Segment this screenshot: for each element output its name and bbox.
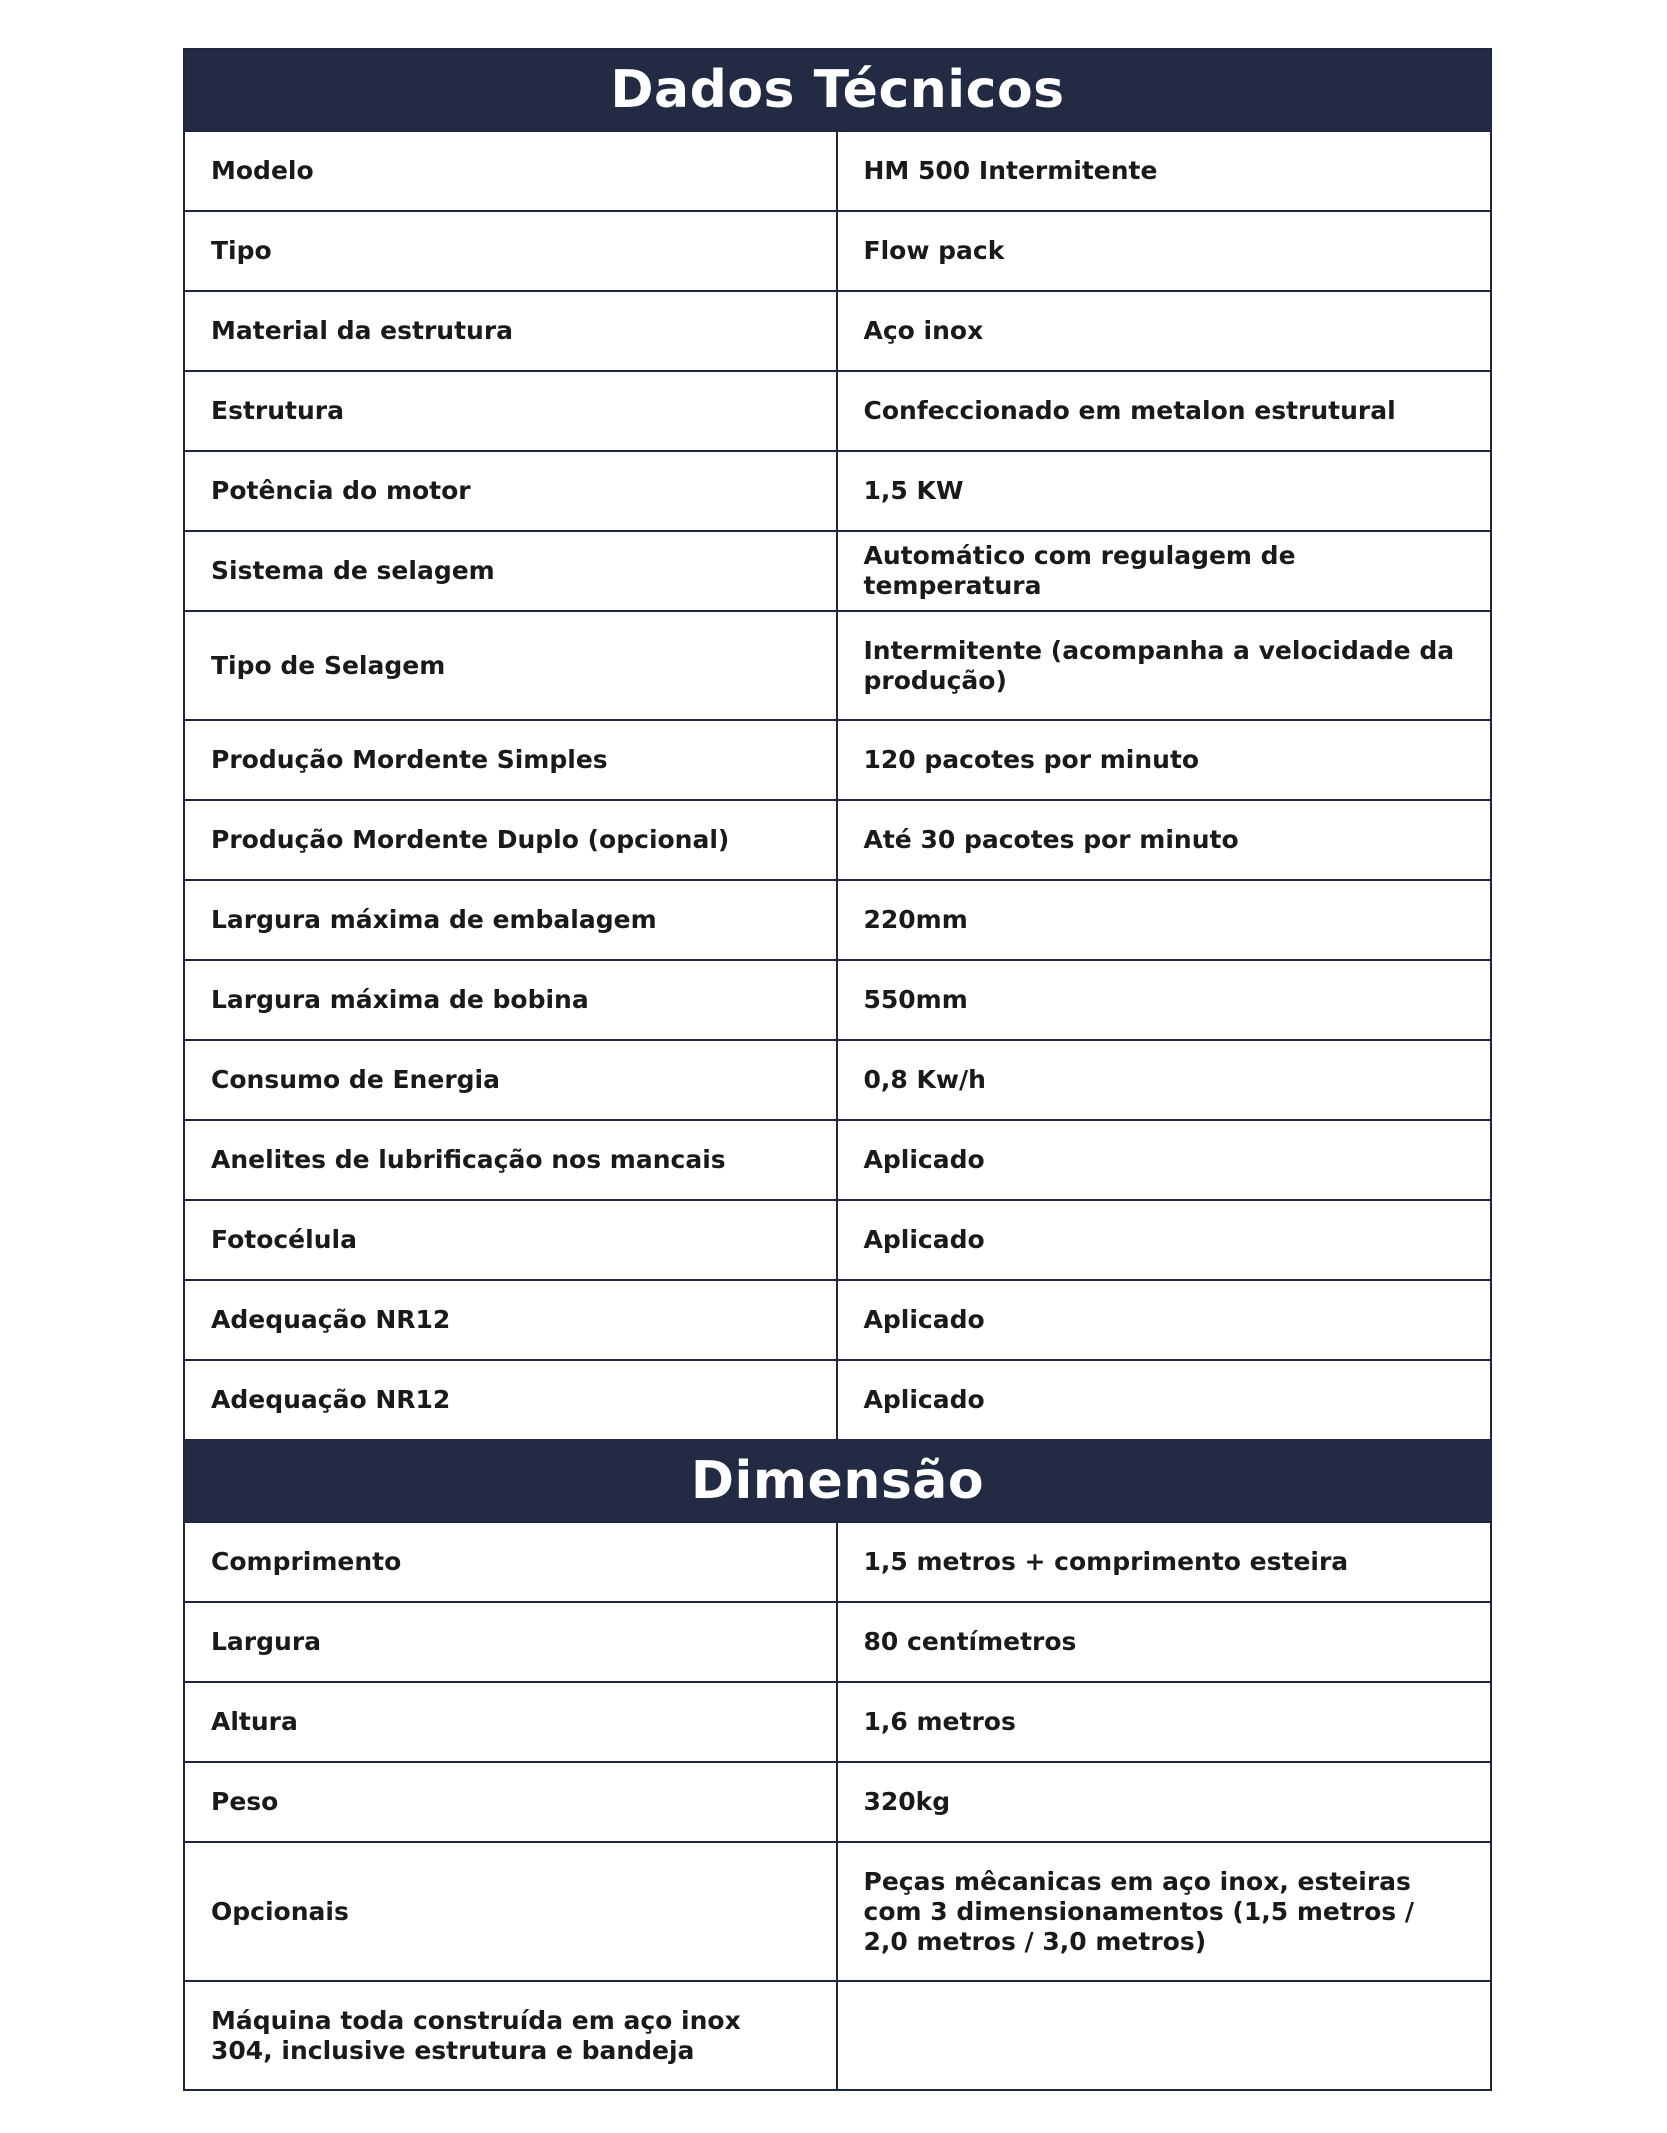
spec-value: Até 30 pacotes por minuto	[863, 825, 1239, 854]
table-row	[185, 1603, 1490, 1683]
spec-label: Material da estrutura	[185, 292, 838, 370]
spec-label: Máquina toda construída em aço inox 304, inclusive estrutura e bandeja	[185, 1982, 838, 2089]
table-row	[185, 1683, 1490, 1763]
spec-value: Aplicado	[863, 1225, 985, 1254]
spec-label: Estrutura	[185, 372, 838, 450]
spec-value: 80 centímetros	[863, 1627, 1077, 1656]
table-row	[185, 212, 1490, 292]
section-title-dimension: Dimensão	[185, 1441, 1490, 1523]
table-row	[185, 292, 1490, 372]
spec-label: Tipo de Selagem	[185, 612, 838, 719]
table-row	[185, 1361, 1490, 1441]
spec-value: 220mm	[863, 905, 968, 934]
table-row	[185, 532, 1490, 612]
spec-value: 120 pacotes por minuto	[863, 745, 1200, 774]
spec-label: Peso	[185, 1763, 838, 1841]
table-row	[185, 1041, 1490, 1121]
table-row	[185, 372, 1490, 452]
spec-value: Confeccionado em metalon estrutural	[863, 396, 1396, 425]
spec-label: Largura	[185, 1603, 838, 1681]
spec-label: Anelites de lubrificação nos mancais	[185, 1121, 838, 1199]
table-row	[185, 612, 1490, 721]
spec-value: 1,5 KW	[863, 476, 964, 505]
table-row	[185, 801, 1490, 881]
spec-value: 550mm	[863, 985, 968, 1014]
spec-value: Intermitente (acompanha a velocidade da produção)	[863, 635, 1455, 695]
table-row	[185, 1763, 1490, 1843]
table-row	[185, 961, 1490, 1041]
spec-label: Largura máxima de embalagem	[185, 881, 838, 959]
section-title-tech: Dados Técnicos	[185, 50, 1490, 132]
spec-value: Aplicado	[863, 1305, 985, 1334]
spec-value: 320kg	[863, 1787, 951, 1816]
spec-label: Produção Mordente Duplo (opcional)	[185, 801, 838, 879]
spec-label: Tipo	[185, 212, 838, 290]
spec-value: Automático com regulagem de temperatura	[863, 541, 1296, 600]
table-row	[185, 1523, 1490, 1603]
table-row	[185, 1281, 1490, 1361]
spec-sheet	[183, 48, 1492, 2091]
spec-value	[838, 1982, 1491, 2089]
spec-value: Aplicado	[863, 1385, 985, 1414]
spec-label: Modelo	[185, 132, 838, 210]
spec-label: Largura máxima de bobina	[185, 961, 838, 1039]
spec-value: Flow pack	[863, 236, 1005, 265]
spec-value: Aço inox	[863, 316, 984, 345]
table-row	[185, 1121, 1490, 1201]
table-row	[185, 452, 1490, 532]
spec-label: Adequação NR12	[185, 1361, 838, 1439]
table-row	[185, 881, 1490, 961]
spec-value: Peças mêcanicas em aço inox, esteiras com 3 dimensionamentos (1,5 metros / 2,0 metros / 3,0 metros)	[863, 1866, 1415, 1956]
spec-label: Fotocélula	[185, 1201, 838, 1279]
spec-label: Altura	[185, 1683, 838, 1761]
spec-value: Aplicado	[863, 1145, 985, 1174]
spec-value: 0,8 Kw/h	[863, 1065, 986, 1094]
spec-label: Produção Mordente Simples	[185, 721, 838, 799]
spec-label: Consumo de Energia	[185, 1041, 838, 1119]
spec-value: HM 500 Intermitente	[863, 156, 1158, 185]
table-row	[185, 1982, 1490, 2089]
table-row	[185, 721, 1490, 801]
table-row	[185, 1843, 1490, 1982]
spec-value: 1,5 metros + comprimento esteira	[863, 1547, 1349, 1576]
spec-label: Comprimento	[185, 1523, 838, 1601]
spec-value: 1,6 metros	[863, 1707, 1016, 1736]
spec-label: Opcionais	[185, 1843, 838, 1980]
table-row	[185, 1201, 1490, 1281]
spec-label: Adequação NR12	[185, 1281, 838, 1359]
spec-label: Potência do motor	[185, 452, 838, 530]
table-row	[185, 132, 1490, 212]
spec-label: Sistema de selagem	[185, 532, 838, 610]
